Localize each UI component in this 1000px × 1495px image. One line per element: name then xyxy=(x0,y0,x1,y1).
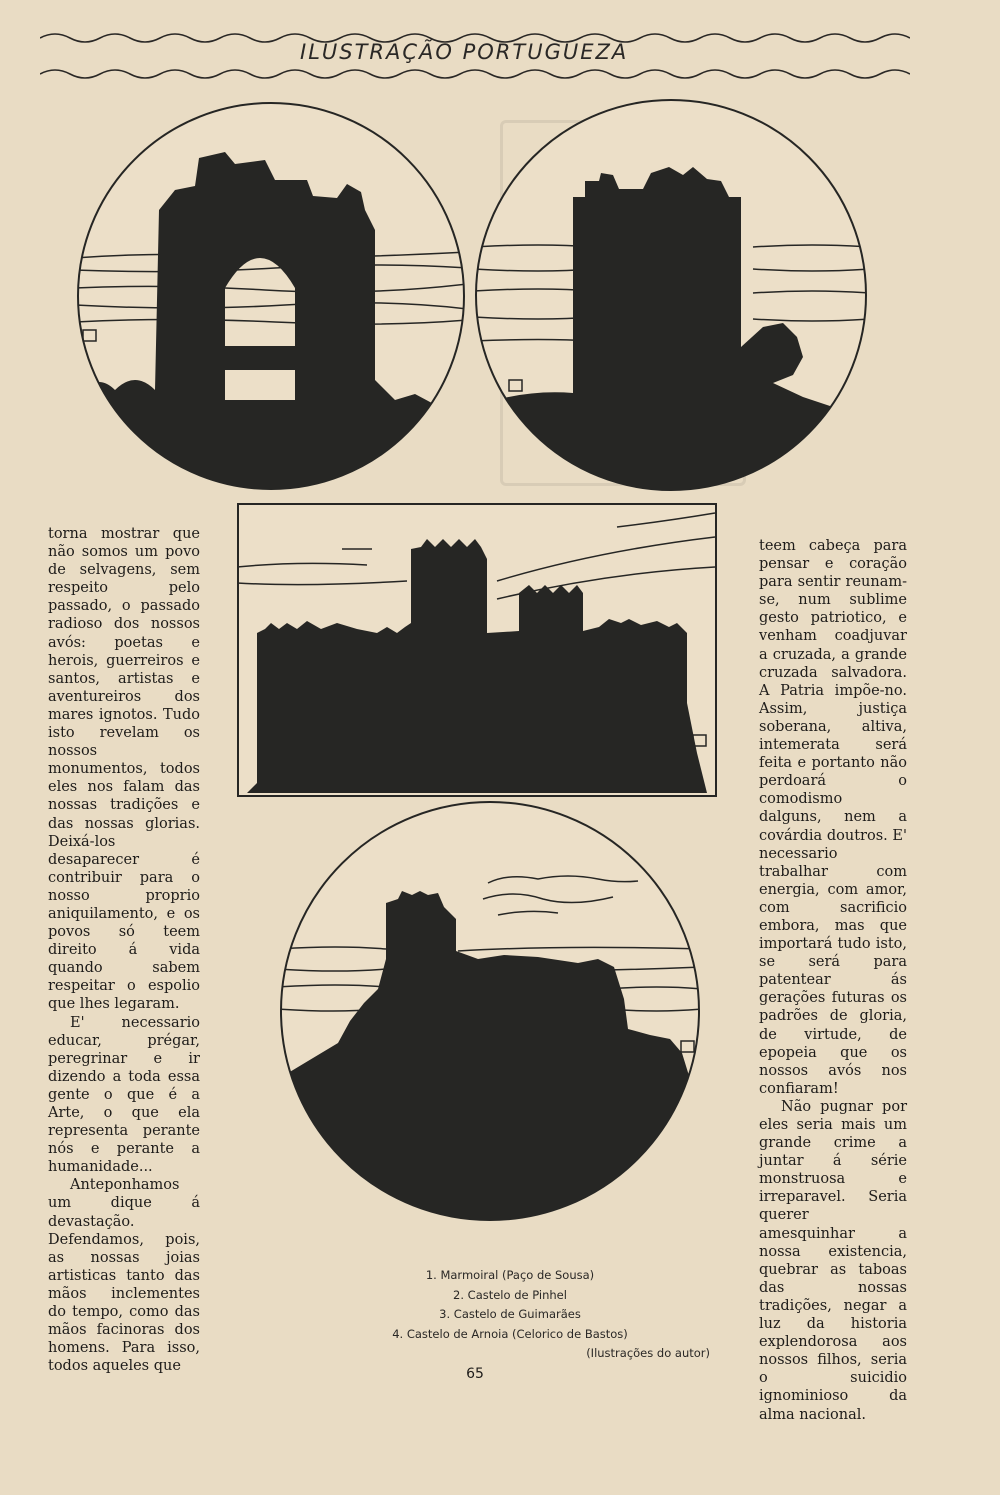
left-paragraph: Anteponhamos um dique á devastação. Defendamos, pois, as nossas joias artisticas tanto das mãos inclementes do tempo, como das mãos facinoras dos homens. Para isso, todos aqueles que xyxy=(48,1177,200,1375)
illustration-arnoia xyxy=(278,799,702,1223)
illustration-marmoiral xyxy=(75,100,467,492)
left-paragraph: torna mostrar que não somos um povo de selvagens, sem respeito pelo passado, o passado radioso dos nossos avós: poetas e herois, guerreiros e santos, artistas e aventureiros dos mares ignotos. Tudo isto revelam os nossos monumentos, todos eles nos falam das nossas tradições e das nossas glorias. Deixá-los desaparecer é contribuir para o nosso proprio aniquilamento, e os povos só teem direito á vida quando sabem respeitar o espolio que lhes legaram. xyxy=(48,526,200,1013)
masthead-bottom-rule xyxy=(40,64,910,84)
caption-item: 4. Castelo de Arnoia (Celorico de Bastos) xyxy=(392,1326,628,1341)
caption-item: 3. Castelo de Guimarães xyxy=(439,1307,581,1321)
page-number: 65 xyxy=(466,1366,484,1382)
illustration-captions xyxy=(300,1266,720,1364)
caption-item: 2. Castelo de Pinhel xyxy=(453,1287,567,1302)
illustration-guimaraes xyxy=(237,503,717,797)
left-paragraph: E' necessario educar, prégar, peregrinar e ir dizendo a toda essa gente o que é a Arte, o que ela representa perante nós e perante a humanidade... xyxy=(48,1014,200,1176)
article-column-right xyxy=(759,537,907,1424)
masthead-title: ILUSTRAÇÃO PORTUGUEZA xyxy=(300,40,629,64)
caption-credit: (Ilustrações do autor) xyxy=(586,1346,710,1360)
right-paragraph: teem cabeça para pensar e coração para sentir reunam-se, num sublime gesto patriotico, e venham coadjuvar a cruzada, a grande cruzada salvadora. A Patria impõe-no. Assim, justiça soberana, altiva, intemerata será feita e portanto não perdoará o comodismo dalguns, nem a covárdia doutros. E' necessario trabalhar com energia, com amor, com sacrificio embora, mas que importará tudo isto, se será para patentear ás gerações futuras os padrões de gloria, de virtude, de epopeia que os nossos avós nos confiaram! xyxy=(759,538,907,1097)
caption-item: 1. Marmoiral (Paço de Sousa) xyxy=(425,1268,595,1282)
illustration-pinhel xyxy=(473,97,869,493)
article-column-left xyxy=(48,525,200,1375)
right-paragraph: Não pugnar por eles seria mais um grande crime a juntar á série monstruosa e irreparavel. Seria querer amesquinhar a nossa existencia, quebrar as taboas das nossas tradições, negar a luz da historia explendorosa aos nossos filhos, seria o suicidio ignominioso da alma nacional. xyxy=(759,1098,907,1423)
